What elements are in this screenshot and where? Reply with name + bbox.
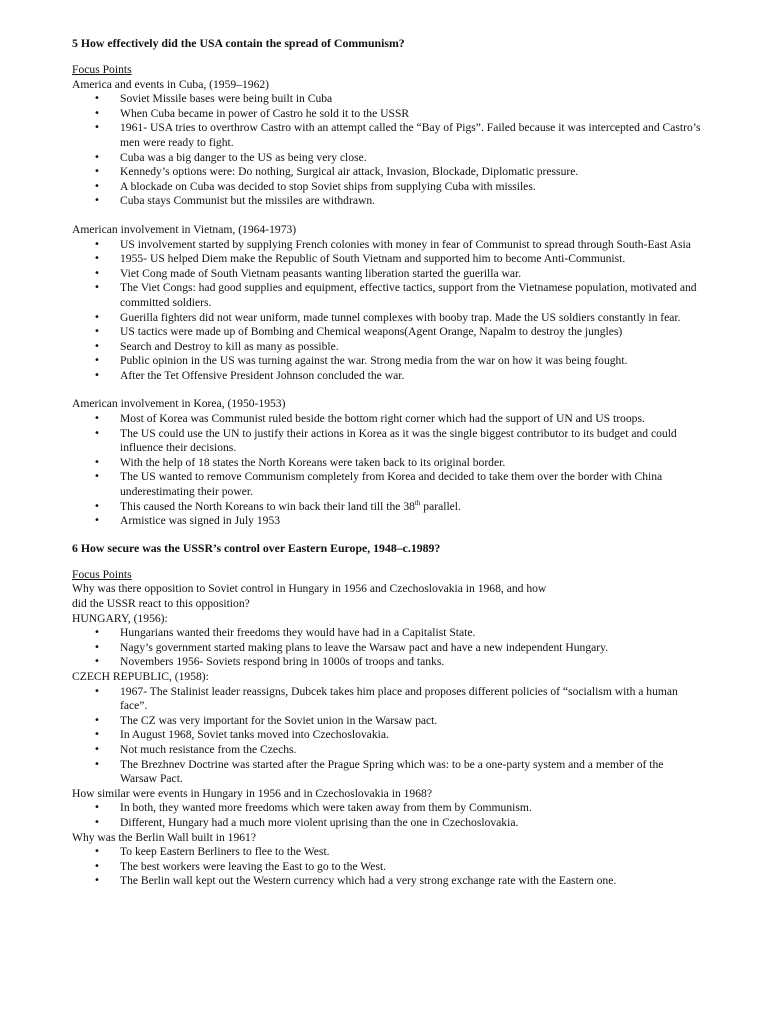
- list-item: • 1961- USA tries to overthrow Castro with an attempt called the “Bay of Pigs”. Failed because it was intercepted and Castro’s men were ready to fight.: [72, 121, 702, 150]
- hungary-title: HUNGARY, (1956):: [72, 611, 168, 625]
- list-item: • 1967- The Stalinist leader reassigns, Dubcek takes him place and proposes different policies of “socialism with a human face”.: [72, 685, 702, 714]
- list-item: • US tactics were made up of Bombing and Chemical weapons(Agent Orange, Napalm to destroy the jungles): [72, 325, 702, 340]
- similar-list: [72, 801, 702, 830]
- korea-title: American involvement in Korea, (1950-1953): [72, 397, 286, 411]
- list-item: [72, 500, 702, 515]
- parallel-text-end: parallel.: [420, 499, 461, 513]
- question-hungary-czech: [72, 582, 702, 611]
- list-item: • Most of Korea was Communist ruled beside the bottom right corner which had the support of UN and US troops.: [72, 412, 702, 427]
- focus-points-label: Focus Points: [72, 63, 132, 76]
- hungary-list: [72, 626, 702, 670]
- list-item: • With the help of 18 states the North Koreans were taken back to its original border.: [72, 456, 702, 471]
- list-item: • In August 1968, Soviet tanks moved into Czechoslovakia.: [72, 728, 702, 743]
- czech-list: [72, 685, 702, 787]
- list-item: • The Brezhnev Doctrine was started after the Prague Spring which was: to be a one-party system and a member of the Warsaw Pact.: [72, 758, 702, 787]
- list-item: • To keep Eastern Berliners to flee to the West.: [72, 845, 702, 860]
- list-item: • The US could use the UN to justify their actions in Korea as it was the single biggest contributor to its budget and could influence their decisions.: [72, 427, 702, 456]
- list-item: • Soviet Missile bases were being built in Cuba: [72, 92, 702, 107]
- list-item: • Not much resistance from the Czechs.: [72, 743, 702, 758]
- list-item: • Hungarians wanted their freedoms they would have had in a Capitalist State.: [72, 626, 702, 641]
- list-item: • Guerilla fighters did not wear uniform, made tunnel complexes with booby trap. Made the US soldiers constantly in fear.: [72, 311, 702, 326]
- list-item: • Cuba was a big danger to the US as being very close.: [72, 151, 702, 166]
- list-item: • The CZ was very important for the Soviet union in the Warsaw pact.: [72, 714, 702, 729]
- list-item: • In both, they wanted more freedoms which were taken away from them by Communism.: [72, 801, 702, 816]
- list-item: • Viet Cong made of South Vietnam peasants wanting liberation started the guerilla war.: [72, 267, 702, 282]
- czech-title: CZECH REPUBLIC, (1958):: [72, 669, 209, 683]
- list-item: • Kennedy’s options were: Do nothing, Surgical air attack, Invasion, Blockade, Diplomatic pressure.: [72, 165, 702, 180]
- document-page: [72, 36, 702, 889]
- vietnam-title: American involvement in Vietnam, (1964-1973): [72, 222, 297, 236]
- cuba-list: [72, 92, 702, 209]
- list-item: • US involvement started by supplying French colonies with money in fear of Communist to spread through South-East Asia: [72, 238, 702, 253]
- parallel-text: This caused the North Koreans to win back their land till the 38: [120, 499, 415, 513]
- list-item: • Search and Destroy to kill as many as possible.: [72, 340, 702, 355]
- korea-list: [72, 412, 702, 529]
- section-5-heading: 5 How effectively did the USA contain the spread of Communism?: [72, 36, 405, 50]
- vietnam-list: [72, 238, 702, 384]
- list-item: • When Cuba became in power of Castro he sold it to the USSR: [72, 107, 702, 122]
- list-item: • Armistice was signed in July 1953: [72, 514, 702, 529]
- list-item: • The best workers were leaving the East to go to the West.: [72, 860, 702, 875]
- list-item: • After the Tet Offensive President Johnson concluded the war.: [72, 369, 702, 384]
- berlin-list: [72, 845, 702, 889]
- list-item: • Cuba stays Communist but the missiles are withdrawn.: [72, 194, 702, 209]
- ordinal-suffix: th: [414, 498, 421, 507]
- list-item: • The US wanted to remove Communism completely from Korea and decided to take them over the border with China underestimating their power.: [72, 470, 702, 499]
- list-item: • A blockade on Cuba was decided to stop Soviet ships from supplying Cuba with missiles.: [72, 180, 702, 195]
- list-item: • Nagy’s government started making plans to leave the Warsaw pact and have a new independent Hungary.: [72, 641, 702, 656]
- section-6-heading: 6 How secure was the USSR’s control over Eastern Europe, 1948–c.1989?: [72, 540, 441, 555]
- cuba-title: America and events in Cuba, (1959–1962): [72, 77, 270, 91]
- question-berlin: Why was the Berlin Wall built in 1961?: [72, 830, 256, 844]
- list-item: • Novembers 1956- Soviets respond bring in 1000s of troops and tanks.: [72, 655, 702, 670]
- list-item: • The Berlin wall kept out the Western currency which had a very strong exchange rate with the Eastern one.: [72, 874, 702, 889]
- list-item: • Different, Hungary had a much more violent uprising than the one in Czechoslovakia.: [72, 816, 702, 831]
- focus-points-label: Focus Points: [72, 567, 132, 581]
- list-item: • The Viet Congs: had good supplies and equipment, effective tactics, support from the Vietnamese population, motivated and committed soldiers.: [72, 281, 702, 310]
- list-item: • Public opinion in the US was turning against the war. Strong media from the war on how it was being fought.: [72, 354, 702, 369]
- question-line: did the USSR react to this opposition?: [72, 597, 250, 610]
- list-item: • 1955- US helped Diem make the Republic of South Vietnam and supported him to become Anti-Communist.: [72, 252, 702, 267]
- question-line: Why was there opposition to Soviet control in Hungary in 1956 and Czechoslovakia in 1968, and how: [72, 582, 547, 596]
- question-similar: How similar were events in Hungary in 1956 and in Czechoslovakia in 1968?: [72, 786, 432, 800]
